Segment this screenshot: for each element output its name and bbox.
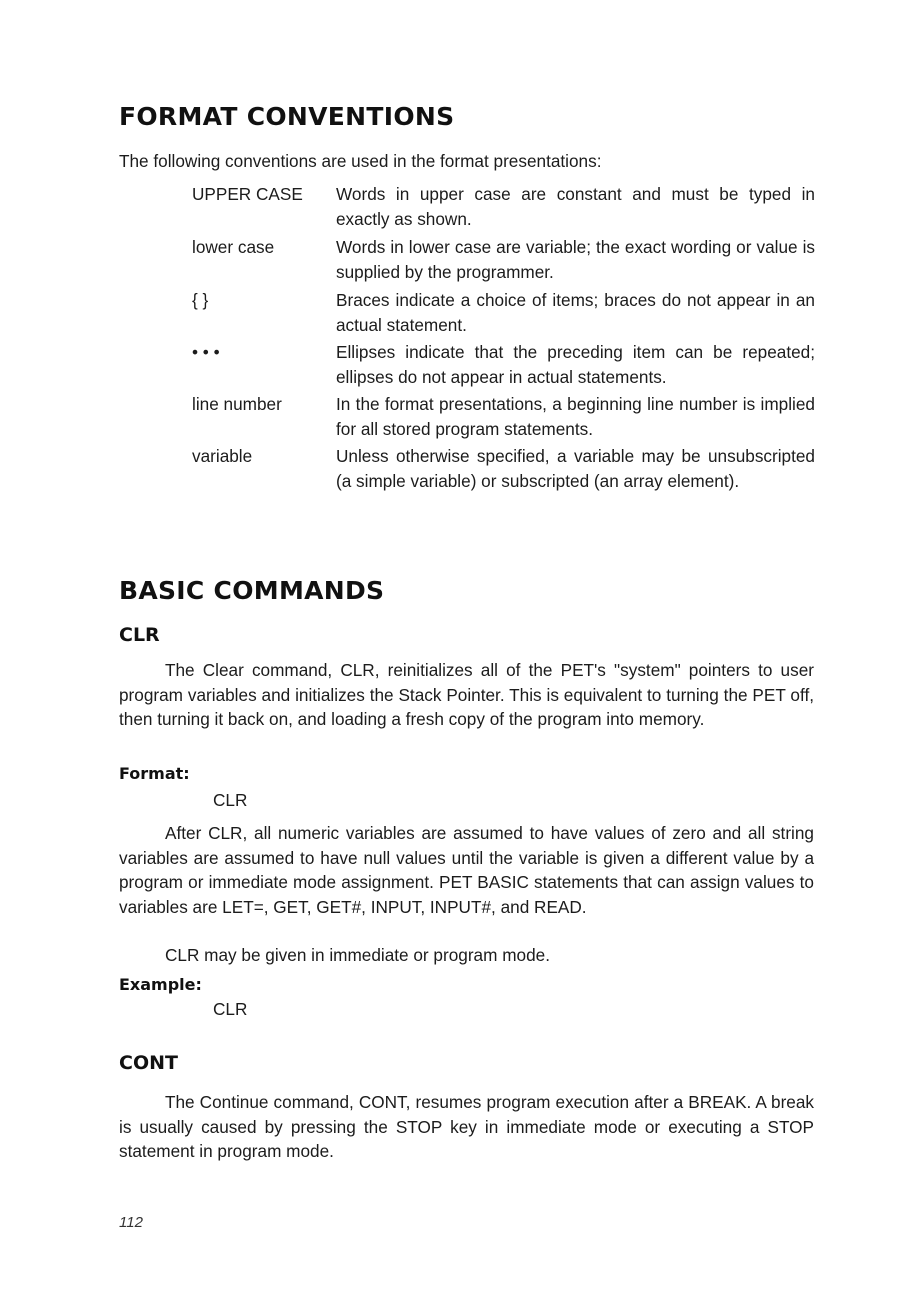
convention-description: Words in lower case are variable; the exact wording or value is supplied by the programmer. [336,237,815,282]
convention-term: UPPER CASE [192,184,303,204]
convention-description: Words in upper case are constant and must be typed in exactly as shown. [336,184,815,229]
convention-description: Braces indicate a choice of items; braces do not appear in an actual statement. [336,290,815,335]
clr-description: The Clear command, CLR, reinitializes all of the PET's "system" pointers to user program variables and initializes the Stack Pointer. This is equivalent to turning the PET off, then turning it back on, and loading a fresh copy of the program into memory. [119,660,814,729]
convention-description: Ellipses indicate that the preceding item can be repeated; ellipses do not appear in actual statements. [336,342,815,387]
example-label: Example: [119,975,202,994]
convention-term: • • • [192,342,220,362]
clr-example-code: CLR [213,999,248,1019]
cont-heading: CONT [119,1052,178,1074]
format-conventions-intro: The following conventions are used in the format presentations: [119,151,602,171]
convention-description: In the format presentations, a beginning line number is implied for all stored program statements. [336,394,815,439]
basic-commands-heading: BASIC COMMANDS [119,576,385,605]
convention-term: variable [192,446,253,466]
format-label: Format: [119,764,190,783]
convention-term: { } [192,290,209,310]
clr-heading: CLR [119,624,160,646]
clr-after-text: After CLR, all numeric variables are assumed to have values of zero and all string variables are assumed to have null values until the variable is given a different value by a program or immediate mode assignment. PET BASIC statements that can assign values to variables are LET=, GET, GET#, INPUT, INPUT#, and READ. [119,823,814,917]
convention-term: lower case [192,237,275,257]
page-number: 112 [119,1214,143,1231]
format-conventions-heading: FORMAT CONVENTIONS [119,102,455,131]
convention-term: line number [192,394,282,414]
clr-format-code: CLR [213,790,248,810]
convention-description: Unless otherwise specified, a variable may be unsubscripted (a simple variable) or subscripted (an array element). [336,446,815,491]
cont-description: The Continue command, CONT, resumes program execution after a BREAK. A break is usually caused by pressing the STOP key in immediate mode or executing a STOP statement in program mode. [119,1092,814,1161]
clr-mode-text: CLR may be given in immediate or program mode. [165,945,550,965]
